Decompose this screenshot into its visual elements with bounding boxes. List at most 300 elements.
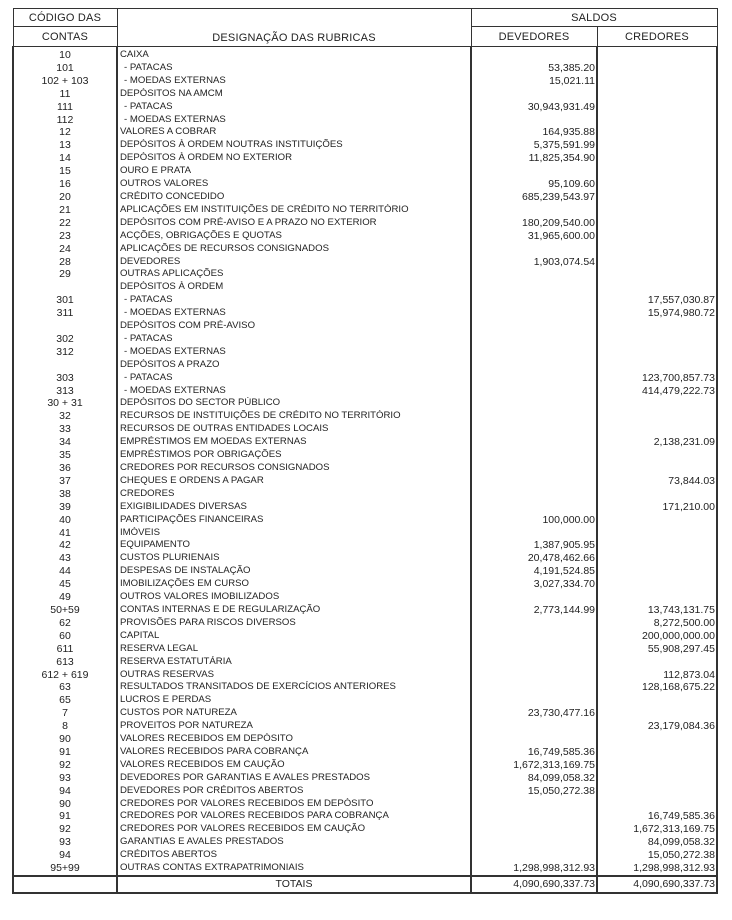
debit-balance xyxy=(471,281,597,294)
credit-balance xyxy=(597,423,717,436)
table-row xyxy=(13,604,717,617)
account-code: 23 xyxy=(13,230,117,243)
table-row xyxy=(13,733,717,746)
debit-balance: 31,965,600.00 xyxy=(471,230,597,243)
account-description: VALORES RECEBIDOS PARA COBRANÇA xyxy=(117,746,471,759)
debit-balance xyxy=(471,359,597,372)
credit-balance xyxy=(597,733,717,746)
debit-balance xyxy=(471,527,597,540)
debit-balance xyxy=(471,410,597,423)
table-row xyxy=(13,230,717,243)
account-description: OUTRAS APLICAÇÕES xyxy=(117,268,471,281)
table-row xyxy=(13,591,717,604)
account-code: 612 + 619 xyxy=(13,669,117,682)
account-code: 20 xyxy=(13,191,117,204)
credit-balance xyxy=(597,101,717,114)
account-description: LUCROS E PERDAS xyxy=(117,694,471,707)
account-code: 93 xyxy=(13,772,117,785)
debit-balance xyxy=(471,397,597,410)
table-row xyxy=(13,217,717,230)
account-code: 611 xyxy=(13,643,117,656)
table-row xyxy=(13,694,717,707)
credit-balance: 84,099,058.32 xyxy=(597,836,717,849)
table-row xyxy=(13,836,717,849)
table-row xyxy=(13,152,717,165)
account-description: - MOEDAS EXTERNAS xyxy=(117,346,471,359)
credit-balance xyxy=(597,785,717,798)
table-row xyxy=(13,47,717,62)
account-description: DEPÓSITOS COM PRÉ-AVISO E A PRAZO NO EXTERIOR xyxy=(117,217,471,230)
account-description: GARANTIAS E AVALES PRESTADOS xyxy=(117,836,471,849)
account-code: 35 xyxy=(13,449,117,462)
debit-balance: 15,021.11 xyxy=(471,75,597,88)
credit-balance xyxy=(597,230,717,243)
debit-balance xyxy=(471,243,597,256)
credit-balance xyxy=(597,165,717,178)
table-row xyxy=(13,578,717,591)
table-row xyxy=(13,256,717,269)
account-description: RESERVA ESTATUTÁRIA xyxy=(117,656,471,669)
credit-balance xyxy=(597,359,717,372)
account-code: 301 xyxy=(13,294,117,307)
account-description: OUTRAS CONTAS EXTRAPATRIMONIAIS xyxy=(117,862,471,876)
account-code: 12 xyxy=(13,126,117,139)
table-row xyxy=(13,565,717,578)
credit-balance xyxy=(597,488,717,501)
account-code: 93 xyxy=(13,836,117,849)
account-description: IMÓVEIS xyxy=(117,527,471,540)
account-code: 40 xyxy=(13,514,117,527)
account-code: 22 xyxy=(13,217,117,230)
debit-balance xyxy=(471,836,597,849)
debit-balance xyxy=(471,669,597,682)
account-code: 33 xyxy=(13,423,117,436)
account-code: 8 xyxy=(13,720,117,733)
account-code: 91 xyxy=(13,810,117,823)
credit-balance xyxy=(597,656,717,669)
table-row xyxy=(13,823,717,836)
table-row xyxy=(13,346,717,359)
header-debit: DEVEDORES xyxy=(471,27,597,47)
account-description: CAPITAL xyxy=(117,630,471,643)
credit-balance: 128,168,675.22 xyxy=(597,681,717,694)
balance-table xyxy=(12,8,718,894)
account-code: 7 xyxy=(13,707,117,720)
account-description: CUSTOS POR NATUREZA xyxy=(117,707,471,720)
account-description: DEPÓSITOS NA AMCM xyxy=(117,88,471,101)
account-code: 65 xyxy=(13,694,117,707)
header-code-line2: CONTAS xyxy=(13,27,117,47)
table-row xyxy=(13,475,717,488)
credit-balance xyxy=(597,694,717,707)
account-description: - PATACAS xyxy=(117,372,471,385)
debit-balance xyxy=(471,733,597,746)
account-description: - MOEDAS EXTERNAS xyxy=(117,75,471,88)
credit-balance: 73,844.03 xyxy=(597,475,717,488)
account-code: 63 xyxy=(13,681,117,694)
account-description: OUTRAS RESERVAS xyxy=(117,669,471,682)
debit-balance xyxy=(471,823,597,836)
credit-balance: 23,179,084.36 xyxy=(597,720,717,733)
account-code xyxy=(13,281,117,294)
account-code: 91 xyxy=(13,746,117,759)
table-row xyxy=(13,539,717,552)
credit-balance: 1,298,998,312.93 xyxy=(597,862,717,876)
account-description: DEPÓSITOS COM PRÉ-AVISO xyxy=(117,320,471,333)
header-balances: SALDOS xyxy=(471,9,717,27)
debit-balance xyxy=(471,849,597,862)
table-row xyxy=(13,333,717,346)
credit-balance xyxy=(597,139,717,152)
account-description: - PATACAS xyxy=(117,62,471,75)
account-description: - PATACAS xyxy=(117,101,471,114)
account-code: 43 xyxy=(13,552,117,565)
account-code: 36 xyxy=(13,462,117,475)
debit-balance xyxy=(471,449,597,462)
account-description: PROVISÕES PARA RISCOS DIVERSOS xyxy=(117,617,471,630)
table-row xyxy=(13,423,717,436)
account-description: EXIGIBILIDADES DIVERSAS xyxy=(117,501,471,514)
credit-balance xyxy=(597,256,717,269)
account-description: CREDORES POR VALORES RECEBIDOS EM CAUÇÃO xyxy=(117,823,471,836)
debit-balance xyxy=(471,810,597,823)
totals-label: TOTAIS xyxy=(117,876,471,893)
credit-balance xyxy=(597,217,717,230)
account-description: RESULTADOS TRANSITADOS DE EXERCÍCIOS ANTERIORES xyxy=(117,681,471,694)
table-row xyxy=(13,707,717,720)
table-row xyxy=(13,746,717,759)
credit-balance: 2,138,231.09 xyxy=(597,436,717,449)
debit-balance xyxy=(471,720,597,733)
credit-balance: 15,974,980.72 xyxy=(597,307,717,320)
debit-balance xyxy=(471,165,597,178)
debit-balance xyxy=(471,591,597,604)
account-code: 49 xyxy=(13,591,117,604)
table-row xyxy=(13,436,717,449)
account-description: DEVEDORES POR CRÉDITOS ABERTOS xyxy=(117,785,471,798)
account-code: 101 xyxy=(13,62,117,75)
table-row xyxy=(13,810,717,823)
account-description: - PATACAS xyxy=(117,333,471,346)
table-row xyxy=(13,410,717,423)
balance-sheet xyxy=(12,8,716,894)
account-code: 92 xyxy=(13,759,117,772)
account-code: 14 xyxy=(13,152,117,165)
debit-balance xyxy=(471,114,597,127)
account-description: CREDORES POR VALORES RECEBIDOS PARA COBRANÇA xyxy=(117,810,471,823)
account-code xyxy=(13,320,117,333)
debit-balance xyxy=(471,798,597,811)
debit-balance xyxy=(471,88,597,101)
account-code: 312 xyxy=(13,346,117,359)
account-code: 37 xyxy=(13,475,117,488)
account-description: CHEQUES E ORDENS A PAGAR xyxy=(117,475,471,488)
account-description: VALORES A COBRAR xyxy=(117,126,471,139)
table-row xyxy=(13,681,717,694)
account-description: - MOEDAS EXTERNAS xyxy=(117,385,471,398)
account-code: 10 xyxy=(13,47,117,62)
credit-balance xyxy=(597,591,717,604)
credit-balance xyxy=(597,126,717,139)
debit-balance: 2,773,144.99 xyxy=(471,604,597,617)
credit-balance: 15,050,272.38 xyxy=(597,849,717,862)
credit-balance xyxy=(597,333,717,346)
debit-balance: 3,027,334.70 xyxy=(471,578,597,591)
credit-balance xyxy=(597,204,717,217)
table-row xyxy=(13,307,717,320)
table-row xyxy=(13,114,717,127)
credit-balance: 13,743,131.75 xyxy=(597,604,717,617)
header-code-line1: CÓDIGO DAS xyxy=(13,9,117,27)
credit-balance xyxy=(597,88,717,101)
account-code: 92 xyxy=(13,823,117,836)
table-row xyxy=(13,62,717,75)
table-row xyxy=(13,785,717,798)
debit-balance xyxy=(471,346,597,359)
credit-balance: 414,479,222.73 xyxy=(597,385,717,398)
table-row xyxy=(13,669,717,682)
account-code: 112 xyxy=(13,114,117,127)
account-description: - PATACAS xyxy=(117,294,471,307)
account-description: CRÉDITOS ABERTOS xyxy=(117,849,471,862)
credit-balance xyxy=(597,47,717,62)
debit-balance: 1,672,313,169.75 xyxy=(471,759,597,772)
header-credit: CREDORES xyxy=(597,27,717,47)
account-description: RECURSOS DE INSTITUIÇÕES DE CRÉDITO NO TERRITÓRIO xyxy=(117,410,471,423)
credit-balance xyxy=(597,346,717,359)
totals-credit: 4,090,690,337.73 xyxy=(597,876,717,893)
debit-balance xyxy=(471,681,597,694)
account-code: 90 xyxy=(13,798,117,811)
table-row xyxy=(13,630,717,643)
account-code: 28 xyxy=(13,256,117,269)
credit-balance: 16,749,585.36 xyxy=(597,810,717,823)
table-row xyxy=(13,320,717,333)
debit-balance: 1,903,074.54 xyxy=(471,256,597,269)
account-description: VALORES RECEBIDOS EM CAUÇÃO xyxy=(117,759,471,772)
debit-balance xyxy=(471,294,597,307)
credit-balance xyxy=(597,449,717,462)
account-code: 94 xyxy=(13,785,117,798)
debit-balance: 1,298,998,312.93 xyxy=(471,862,597,876)
table-row xyxy=(13,462,717,475)
credit-balance: 1,672,313,169.75 xyxy=(597,823,717,836)
account-code: 90 xyxy=(13,733,117,746)
account-code: 50+59 xyxy=(13,604,117,617)
table-row xyxy=(13,359,717,372)
table-row xyxy=(13,178,717,191)
account-description: OURO E PRATA xyxy=(117,165,471,178)
account-description: - MOEDAS EXTERNAS xyxy=(117,307,471,320)
account-description: RESERVA LEGAL xyxy=(117,643,471,656)
account-code: 60 xyxy=(13,630,117,643)
table-row xyxy=(13,126,717,139)
account-description: CONTAS INTERNAS E DE REGULARIZAÇÃO xyxy=(117,604,471,617)
account-description: PARTICIPAÇÕES FINANCEIRAS xyxy=(117,514,471,527)
credit-balance xyxy=(597,114,717,127)
credit-balance xyxy=(597,552,717,565)
debit-balance xyxy=(471,617,597,630)
debit-balance xyxy=(471,372,597,385)
account-code: 11 xyxy=(13,88,117,101)
table-row xyxy=(13,385,717,398)
account-code xyxy=(13,359,117,372)
debit-balance: 53,385.20 xyxy=(471,62,597,75)
account-code: 111 xyxy=(13,101,117,114)
debit-balance: 20,478,462.66 xyxy=(471,552,597,565)
debit-balance: 180,209,540.00 xyxy=(471,217,597,230)
account-description: APLICAÇÕES EM INSTITUIÇÕES DE CRÉDITO NO TERRITÓRIO xyxy=(117,204,471,217)
credit-balance xyxy=(597,527,717,540)
credit-balance xyxy=(597,565,717,578)
credit-balance: 200,000,000.00 xyxy=(597,630,717,643)
debit-balance xyxy=(471,488,597,501)
totals-code xyxy=(13,876,117,893)
debit-balance: 11,825,354.90 xyxy=(471,152,597,165)
account-description: OUTROS VALORES IMOBILIZADOS xyxy=(117,591,471,604)
table-row xyxy=(13,397,717,410)
account-code: 15 xyxy=(13,165,117,178)
account-description: EMPRÉSTIMOS EM MOEDAS EXTERNAS xyxy=(117,436,471,449)
credit-balance: 112,873.04 xyxy=(597,669,717,682)
table-row xyxy=(13,720,717,733)
account-code: 30 + 31 xyxy=(13,397,117,410)
credit-balance xyxy=(597,397,717,410)
account-description: EQUIPAMENTO xyxy=(117,539,471,552)
debit-balance: 685,239,543.97 xyxy=(471,191,597,204)
account-description: RECURSOS DE OUTRAS ENTIDADES LOCAIS xyxy=(117,423,471,436)
account-code: 32 xyxy=(13,410,117,423)
table-row xyxy=(13,617,717,630)
debit-balance: 84,099,058.32 xyxy=(471,772,597,785)
credit-balance xyxy=(597,243,717,256)
account-code: 303 xyxy=(13,372,117,385)
debit-balance: 15,050,272.38 xyxy=(471,785,597,798)
account-description: APLICAÇÕES DE RECURSOS CONSIGNADOS xyxy=(117,243,471,256)
account-description: CRÉDITO CONCEDIDO xyxy=(117,191,471,204)
debit-balance xyxy=(471,643,597,656)
credit-balance xyxy=(597,268,717,281)
credit-balance xyxy=(597,759,717,772)
table-row xyxy=(13,165,717,178)
debit-balance: 100,000.00 xyxy=(471,514,597,527)
credit-balance xyxy=(597,410,717,423)
table-row xyxy=(13,656,717,669)
account-description: DEVEDORES xyxy=(117,256,471,269)
debit-balance xyxy=(471,694,597,707)
account-code: 34 xyxy=(13,436,117,449)
table-row xyxy=(13,849,717,862)
account-description: DEPÓSITOS À ORDEM NO EXTERIOR xyxy=(117,152,471,165)
account-description: DEPÓSITOS À ORDEM xyxy=(117,281,471,294)
account-code: 313 xyxy=(13,385,117,398)
account-description: - MOEDAS EXTERNAS xyxy=(117,114,471,127)
account-description: CREDORES xyxy=(117,488,471,501)
debit-balance xyxy=(471,47,597,62)
table-row xyxy=(13,191,717,204)
totals-debit: 4,090,690,337.73 xyxy=(471,876,597,893)
table-row xyxy=(13,75,717,88)
account-code: 24 xyxy=(13,243,117,256)
table-row xyxy=(13,281,717,294)
credit-balance xyxy=(597,462,717,475)
totals-row xyxy=(13,876,717,893)
account-code: 38 xyxy=(13,488,117,501)
table-row xyxy=(13,501,717,514)
table-row xyxy=(13,101,717,114)
credit-balance: 55,908,297.45 xyxy=(597,643,717,656)
table-row xyxy=(13,88,717,101)
table-row xyxy=(13,372,717,385)
account-code: 102 + 103 xyxy=(13,75,117,88)
table-row xyxy=(13,204,717,217)
debit-balance xyxy=(471,320,597,333)
account-code: 39 xyxy=(13,501,117,514)
account-code: 302 xyxy=(13,333,117,346)
credit-balance: 17,557,030.87 xyxy=(597,294,717,307)
account-code: 44 xyxy=(13,565,117,578)
credit-balance xyxy=(597,578,717,591)
debit-balance: 5,375,591.99 xyxy=(471,139,597,152)
credit-balance: 123,700,857.73 xyxy=(597,372,717,385)
account-code: 21 xyxy=(13,204,117,217)
account-description: CREDORES POR RECURSOS CONSIGNADOS xyxy=(117,462,471,475)
credit-balance: 8,272,500.00 xyxy=(597,617,717,630)
credit-balance xyxy=(597,320,717,333)
account-code: 42 xyxy=(13,539,117,552)
table-row xyxy=(13,139,717,152)
debit-balance xyxy=(471,268,597,281)
debit-balance: 23,730,477.16 xyxy=(471,707,597,720)
account-code: 16 xyxy=(13,178,117,191)
account-description: CAIXA xyxy=(117,47,471,62)
account-description: DEPÓSITOS DO SECTOR PÚBLICO xyxy=(117,397,471,410)
account-description: DEVEDORES POR GARANTIAS E AVALES PRESTADOS xyxy=(117,772,471,785)
account-description: DEPÓSITOS À ORDEM NOUTRAS INSTITUIÇÕES xyxy=(117,139,471,152)
account-description: EMPRÉSTIMOS POR OBRIGAÇÕES xyxy=(117,449,471,462)
account-description: PROVEITOS POR NATUREZA xyxy=(117,720,471,733)
credit-balance xyxy=(597,75,717,88)
account-description: ACÇÕES, OBRIGAÇÕES E QUOTAS xyxy=(117,230,471,243)
debit-balance xyxy=(471,333,597,346)
account-code: 613 xyxy=(13,656,117,669)
table-row xyxy=(13,862,717,876)
credit-balance xyxy=(597,191,717,204)
debit-balance: 1,387,905.95 xyxy=(471,539,597,552)
debit-balance: 16,749,585.36 xyxy=(471,746,597,759)
account-description: CUSTOS PLURIENAIS xyxy=(117,552,471,565)
account-description: DEPÓSITOS A PRAZO xyxy=(117,359,471,372)
table-row xyxy=(13,643,717,656)
table-row xyxy=(13,243,717,256)
header-description: DESIGNAÇÃO DAS RUBRICAS xyxy=(117,9,471,47)
credit-balance xyxy=(597,514,717,527)
debit-balance: 164,935.88 xyxy=(471,126,597,139)
account-description: VALORES RECEBIDOS EM DEPÓSITO xyxy=(117,733,471,746)
credit-balance xyxy=(597,798,717,811)
account-code: 45 xyxy=(13,578,117,591)
debit-balance xyxy=(471,501,597,514)
credit-balance xyxy=(597,178,717,191)
table-row xyxy=(13,488,717,501)
table-row xyxy=(13,552,717,565)
account-code: 62 xyxy=(13,617,117,630)
debit-balance xyxy=(471,423,597,436)
account-description: IMOBILIZAÇÕES EM CURSO xyxy=(117,578,471,591)
account-description: CREDORES POR VALORES RECEBIDOS EM DEPÓSITO xyxy=(117,798,471,811)
debit-balance xyxy=(471,475,597,488)
account-description: DESPESAS DE INSTALAÇÃO xyxy=(117,565,471,578)
